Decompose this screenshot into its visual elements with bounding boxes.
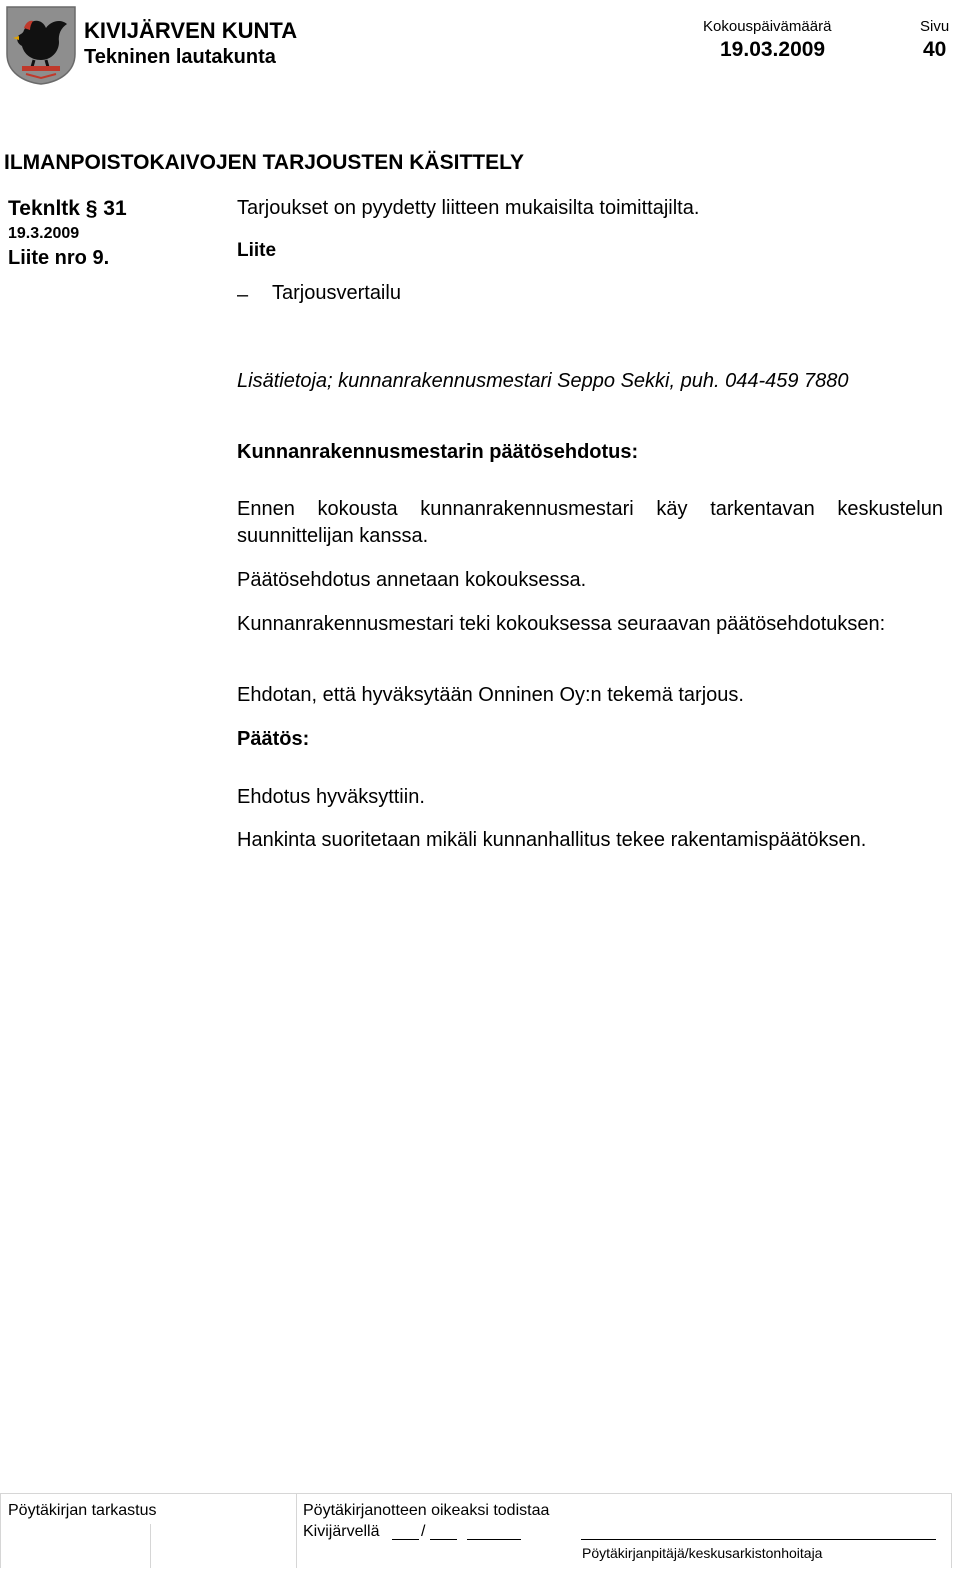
document-title: ILMANPOISTOKAIVOJEN TARJOUSTEN KÄSITTELY: [4, 151, 525, 174]
footer: [0, 1493, 952, 1568]
year-blank: [467, 1539, 521, 1540]
signature-line: [581, 1539, 936, 1540]
decision-paragraph-2: Hankinta suoritetaan mikäli kunnanhallitus tekee rakentamispäätöksen.: [237, 829, 867, 851]
intro-paragraph: Tarjoukset on pyydetty liitteen mukaisilta toimittajilta.: [237, 197, 700, 219]
page-number: 40: [923, 38, 947, 61]
rooster-crest-icon: [4, 4, 78, 86]
municipality-name: KIVIJÄRVEN KUNTA: [84, 18, 298, 43]
signing-place: Kivijärvellä: [303, 1523, 380, 1540]
certify-label: Pöytäkirjanotteen oikeaksi todistaa: [303, 1502, 550, 1519]
page-label: Sivu: [920, 18, 950, 35]
proposal-paragraph-1: Ennen kokousta kunnanrakennusmestari käy tarkentavan keskustelun suunnittelijan kanssa.: [237, 498, 943, 547]
date-separator: /: [421, 1523, 426, 1540]
decision-heading: Päätös:: [237, 728, 310, 750]
attachment-item: Tarjousvertailu: [272, 282, 401, 304]
day-blank: [392, 1539, 419, 1540]
board-name: Tekninen lautakunta: [84, 46, 276, 68]
section-reference: Teknltk § 31: [8, 197, 127, 220]
attachment-heading: Liite: [237, 240, 277, 261]
review-label: Pöytäkirjan tarkastus: [8, 1502, 157, 1519]
meeting-date: 19.03.2009: [720, 38, 826, 61]
section-date: 19.3.2009: [8, 225, 80, 242]
attachment-bullet: –: [237, 284, 249, 306]
attachment-number: Liite nro 9.: [8, 247, 110, 269]
contact-info: Lisätietoja; kunnanrakennusmestari Seppo Sekki, puh. 044-459 7880: [237, 370, 849, 392]
month-blank: [430, 1539, 457, 1540]
decision-paragraph-1: Ehdotus hyväksyttiin.: [237, 786, 425, 808]
proposal-paragraph-4: Ehdotan, että hyväksytään Onninen Oy:n tekemä tarjous.: [237, 684, 744, 706]
proposal-paragraph-2: Päätösehdotus annetaan kokouksessa.: [237, 569, 587, 591]
proposal-paragraph-3: Kunnanrakennusmestari teki kokouksessa seuraavan päätösehdotuksen:: [237, 613, 886, 635]
meeting-date-label: Kokouspäivämäärä: [703, 18, 832, 35]
proposal-heading: Kunnanrakennusmestarin päätösehdotus:: [237, 441, 639, 463]
signer-title: Pöytäkirjanpitäjä/keskusarkistonhoitaja: [582, 1545, 823, 1561]
